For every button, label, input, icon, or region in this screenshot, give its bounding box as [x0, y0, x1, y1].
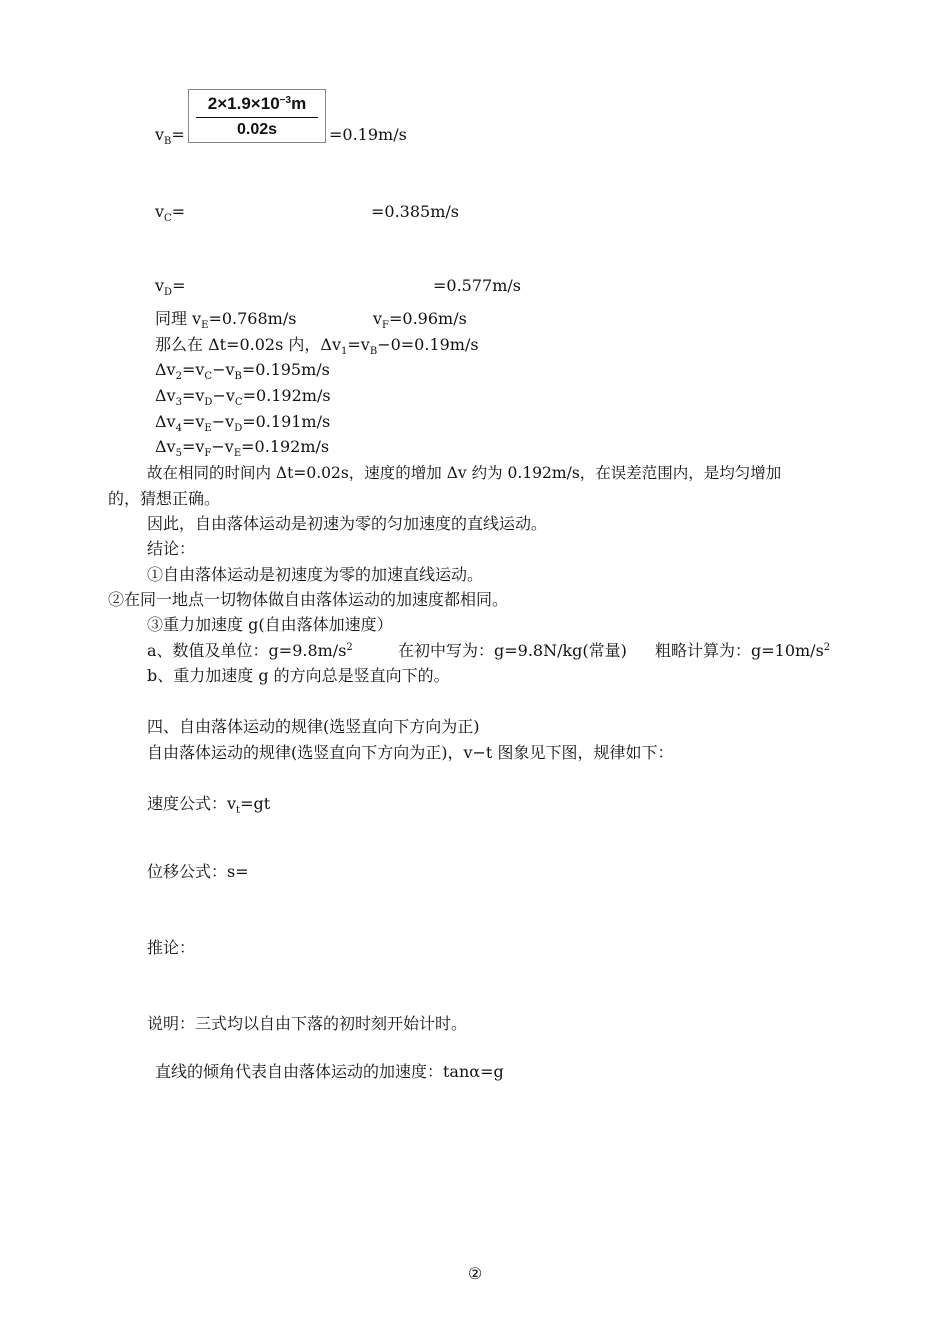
junior-formula: 在初中写为：g=9.8N/kg(常量)	[398, 641, 627, 660]
paragraph-line: 的，猜想正确。	[108, 489, 221, 508]
vb-fraction	[188, 89, 326, 143]
paragraph: 因此，自由落体运动是初速为零的匀加速度的直线运动。	[147, 514, 548, 533]
conclusion-label: 结论：	[147, 539, 196, 558]
vd-result: =0.577m/s	[433, 276, 521, 295]
conclusion-item: ①自由落体运动是初速度为零的加速直线运动。	[147, 565, 484, 584]
gravity-value-line: a、数值及单位：$g=9.8m/s^2$	[147, 641, 353, 660]
vc-line: $v_C=$	[155, 202, 186, 224]
page-number: ②	[467, 1264, 483, 1283]
vd-line: $v_D=$	[155, 276, 186, 298]
gravity-direction: b、重力加速度 g 的方向总是竖直向下的。	[147, 666, 450, 685]
vf-value: $v_F=0.96m/s$	[373, 309, 467, 331]
vb-line: $v_B=$	[155, 125, 185, 147]
section-title: 四、自由落体运动的规律(选竖直向下方向为正)	[147, 717, 480, 736]
vc-result: =0.385m/s	[371, 202, 459, 221]
rough-formula: 粗略计算为：$g=10m/s^2$	[655, 641, 831, 660]
ve-line: 同理 $v_E=0.768m/s$	[155, 309, 297, 331]
delta-line: $\Delta v_4=v_E-v_D=0.191m/s$	[155, 412, 331, 434]
slope-note: 直线的倾角代表自由落体运动的加速度：tanα=g	[155, 1062, 504, 1081]
note: 说明：三式均以自由下落的初时刻开始计时。	[147, 1014, 468, 1033]
vb-denominator: 0.02s	[236, 121, 278, 138]
vb-numerator: $2\times 1.9\times 10^{-3}m$	[207, 94, 307, 113]
displacement-formula: 位移公式：s=	[147, 862, 249, 881]
fraction-bar	[196, 117, 318, 118]
delta-line: $\Delta v_5=v_F-v_E=0.192m/s$	[155, 437, 330, 459]
inference-label: 推论：	[147, 938, 196, 957]
delta-line: $\Delta v_3=v_D-v_C=0.192m/s$	[155, 386, 331, 408]
paragraph-line: 故在相同的时间内 Δt=0.02s，速度的增加 Δv 约为 0.192m/s，在误差范围内，是均匀增加	[147, 464, 782, 482]
vb-result: =0.19m/s	[329, 125, 407, 144]
conclusion-item: ③重力加速度 g(自由落体加速度）	[147, 615, 393, 634]
conclusion-item: ②在同一地点一切物体做自由落体运动的加速度都相同。	[108, 590, 509, 609]
delta-line: $\Delta v_2=v_C-v_B=0.195m/s$	[155, 360, 330, 382]
dt-line: 那么在 Δt=0.02s 内，$\Delta v_1=v_B-0=0.19m/s$	[155, 335, 479, 357]
section-intro: 自由落体运动的规律(选竖直向下方向为正)，v−t 图象见下图，规律如下：	[147, 743, 674, 762]
velocity-formula: 速度公式：$v_t=gt$	[147, 794, 271, 816]
